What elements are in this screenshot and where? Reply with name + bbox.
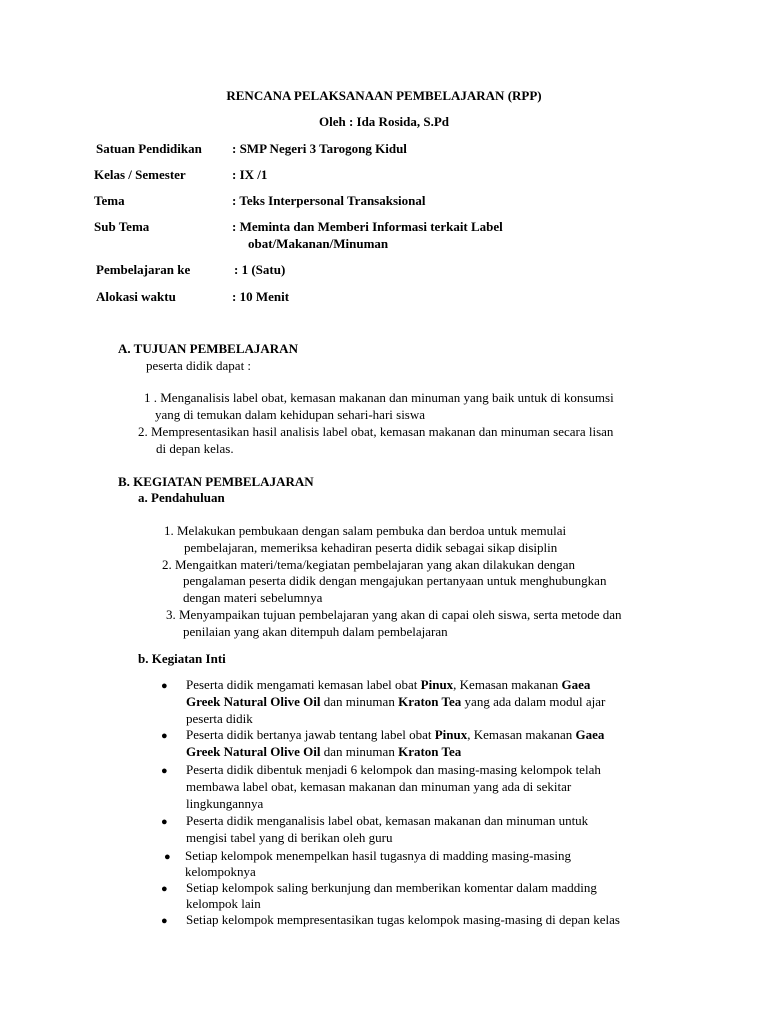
inti-line: Peserta didik menganalisis label obat, kemasan makanan dan minuman untuk xyxy=(186,813,589,828)
bullet-icon xyxy=(161,678,168,695)
inti-line: peserta didik xyxy=(186,711,253,726)
pendahuluan-line: penilaian yang akan ditempuh dalam pembelajaran xyxy=(183,624,448,639)
bullet-icon xyxy=(164,849,171,866)
inti-line: kelompok lain xyxy=(186,896,261,911)
pendahuluan-line: 3. Menyampaikan tujuan pembelajaran yang akan di capai oleh siswa, serta metode dan xyxy=(166,607,622,622)
section-a-intro: peserta didik dapat : xyxy=(146,358,252,373)
pendahuluan-line: 1. Melakukan pembukaan dengan salam pembuka dan berdoa untuk memulai xyxy=(164,523,567,538)
pendahuluan-line: 2. Mengaitkan materi/tema/kegiatan pembelajaran yang akan dilakukan dengan xyxy=(162,557,575,572)
author-line: Oleh : Ida Rosida, S.Pd xyxy=(318,114,450,129)
identity-label: Alokasi waktu xyxy=(96,289,176,304)
section-b-heading: B. KEGIATAN PEMBELAJARAN xyxy=(118,474,314,489)
identity-value-continued: obat/Makanan/Minuman xyxy=(248,236,389,251)
inti-line: Greek Natural Olive Oil dan minuman Kraton Tea xyxy=(186,744,462,759)
bullet-icon xyxy=(161,881,168,898)
bullet-icon xyxy=(161,763,168,780)
inti-line: lingkungannya xyxy=(186,796,264,811)
subsection-inti: b. Kegiatan Inti xyxy=(138,651,226,666)
inti-line: Setiap kelompok saling berkunjung dan memberikan komentar dalam madding xyxy=(186,880,597,895)
subsection-pendahuluan: a. Pendahuluan xyxy=(138,490,225,505)
inti-line: Peserta didik bertanya jawab tentang label obat Pinux, Kemasan makanan Gaea xyxy=(186,727,605,742)
inti-line: mengisi tabel yang di berikan oleh guru xyxy=(186,830,393,845)
pendahuluan-line: pembelajaran, memeriksa kehadiran peserta didik sebagai sikap disiplin xyxy=(184,540,558,555)
inti-line: membawa label obat, kemasan makanan dan minuman yang ada di sekitar xyxy=(186,779,572,794)
inti-line: Peserta didik mengamati kemasan label obat Pinux, Kemasan makanan Gaea xyxy=(186,677,591,692)
identity-value: : SMP Negeri 3 Tarogong Kidul xyxy=(232,141,407,156)
inti-line: kelompoknya xyxy=(185,864,256,879)
objective-line: yang di temukan dalam kehidupan sehari-hari siswa xyxy=(155,407,426,422)
objective-line: 1 . Menganalisis label obat, kemasan makanan dan minuman yang baik untuk di konsumsi xyxy=(144,390,614,405)
bullet-icon xyxy=(161,814,168,831)
objective-line: 2. Mempresentasikan hasil analisis label obat, kemasan makanan dan minuman secara lisan xyxy=(138,424,614,439)
identity-value: : Teks Interpersonal Transaksional xyxy=(232,193,426,208)
inti-line: Setiap kelompok menempelkan hasil tugasnya di madding masing-masing xyxy=(185,848,571,863)
pendahuluan-line: dengan materi sebelumnya xyxy=(183,590,323,605)
pendahuluan-line: pengalaman peserta didik dengan mengajukan pertanyaan untuk menghubungkan xyxy=(183,573,607,588)
bullet-icon xyxy=(161,913,168,930)
identity-label: Tema xyxy=(94,193,125,208)
inti-line: Setiap kelompok mempresentasikan tugas kelompok masing-masing di depan kelas xyxy=(186,912,620,927)
identity-value: : 1 (Satu) xyxy=(234,262,286,277)
inti-line: Peserta didik dibentuk menjadi 6 kelompok dan masing-masing kelompok telah xyxy=(186,762,601,777)
identity-label: Pembelajaran ke xyxy=(96,262,191,277)
identity-label: Satuan Pendidikan xyxy=(96,141,202,156)
identity-value: : Meminta dan Memberi Informasi terkait Label xyxy=(232,219,503,234)
objective-line: di depan kelas. xyxy=(156,441,234,456)
inti-line: Greek Natural Olive Oil dan minuman Kraton Tea yang ada dalam modul ajar xyxy=(186,694,606,709)
identity-label: Kelas / Semester xyxy=(94,167,186,182)
identity-value: : 10 Menit xyxy=(232,289,290,304)
identity-label: Sub Tema xyxy=(94,219,150,234)
identity-value: : IX /1 xyxy=(232,167,268,182)
document-title: RENCANA PELAKSANAAN PEMBELAJARAN (RPP) xyxy=(226,88,542,103)
section-a-heading: A. TUJUAN PEMBELAJARAN xyxy=(118,341,298,356)
bullet-icon xyxy=(161,728,168,745)
